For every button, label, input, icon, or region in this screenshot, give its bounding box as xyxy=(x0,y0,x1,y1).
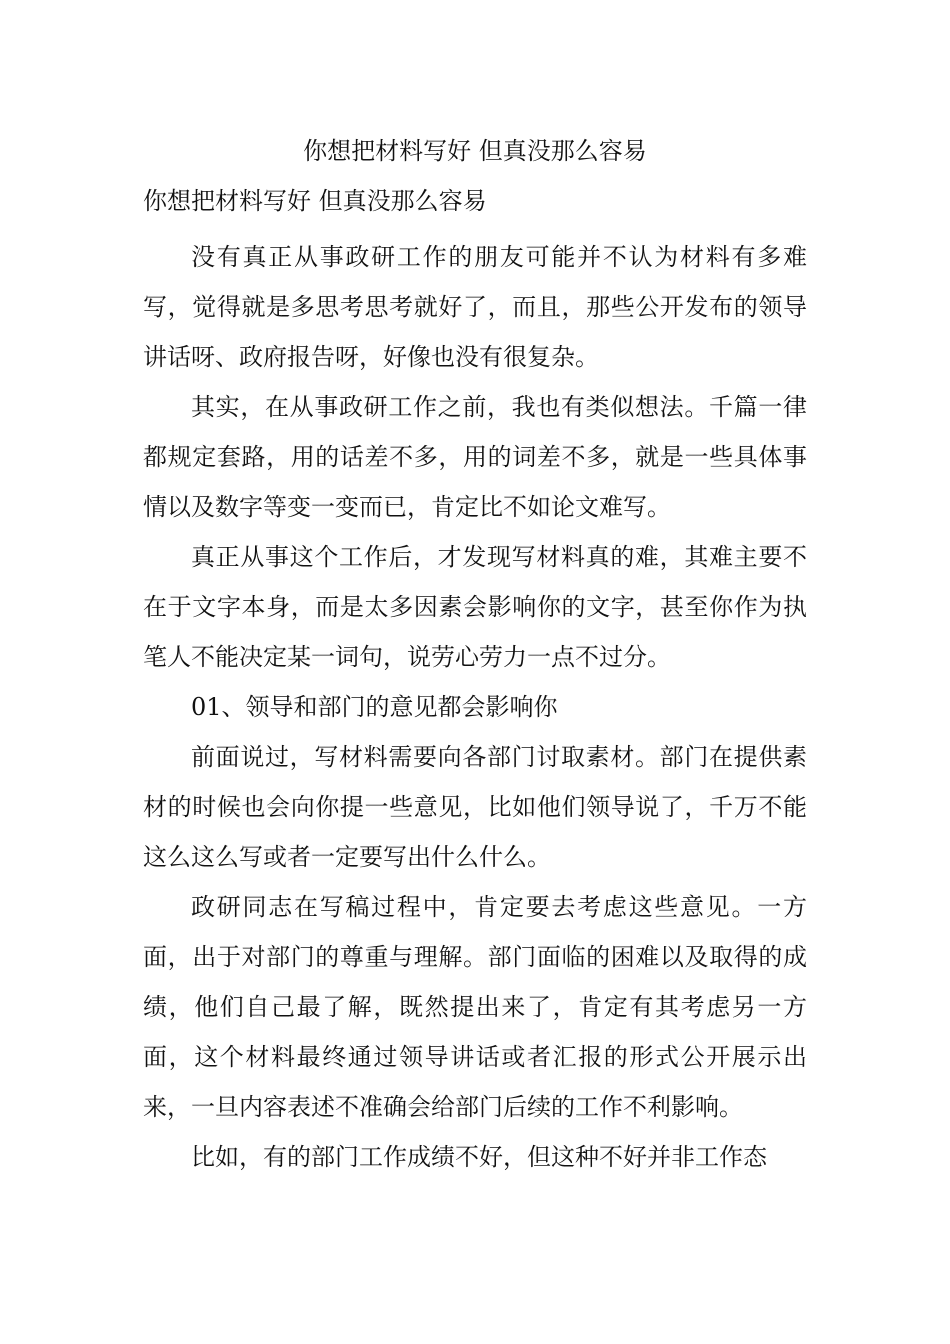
paragraph: 其实，在从事政研工作之前，我也有类似想法。千篇一律都规定套路，用的话差不多，用的词差不多，就是一些具体事情以及数字等变一变而已，肯定比不如论文难写。 xyxy=(143,393,807,521)
paragraph: 前面说过，写材料需要向各部门讨取素材。部门在提供素材的时候也会向你提一些意见，比如他们领导说了，千万不能这么这么写或者一定要写出什么什么。 xyxy=(143,743,807,871)
paragraph: 没有真正从事政研工作的朋友可能并不认为材料有多难写，觉得就是多思考思考就好了，而且，那些公开发布的领导讲话呀、政府报告呀，好像也没有很复杂。 xyxy=(143,243,807,371)
section-heading: 01、领导和部门的意见都会影响你 xyxy=(191,693,558,721)
paragraph: 比如，有的部门工作成绩不好，但这种不好并非工作态 xyxy=(191,1143,767,1171)
paragraph: 真正从事这个工作后，才发现写材料真的难，其难主要不在于文字本身，而是太多因素会影响你的文字，甚至你作为执笔人不能决定某一词句，说劳心劳力一点不过分。 xyxy=(143,543,807,671)
document-subtitle: 你想把材料写好 但真没那么容易 xyxy=(143,187,487,215)
paragraph: 政研同志在写稿过程中，肯定要去考虑这些意见。一方面，出于对部门的尊重与理解。部门面临的困难以及取得的成绩，他们自己最了解，既然提出来了，肯定有其考虑另一方面，这个材料最终通过领导讲话或者汇报的形式公开展示出来，一旦内容表述不准确会给部门后续的工作不利影响。 xyxy=(143,893,807,1121)
document-title: 你想把材料写好 但真没那么容易 xyxy=(303,137,647,165)
document-body xyxy=(143,232,807,1182)
